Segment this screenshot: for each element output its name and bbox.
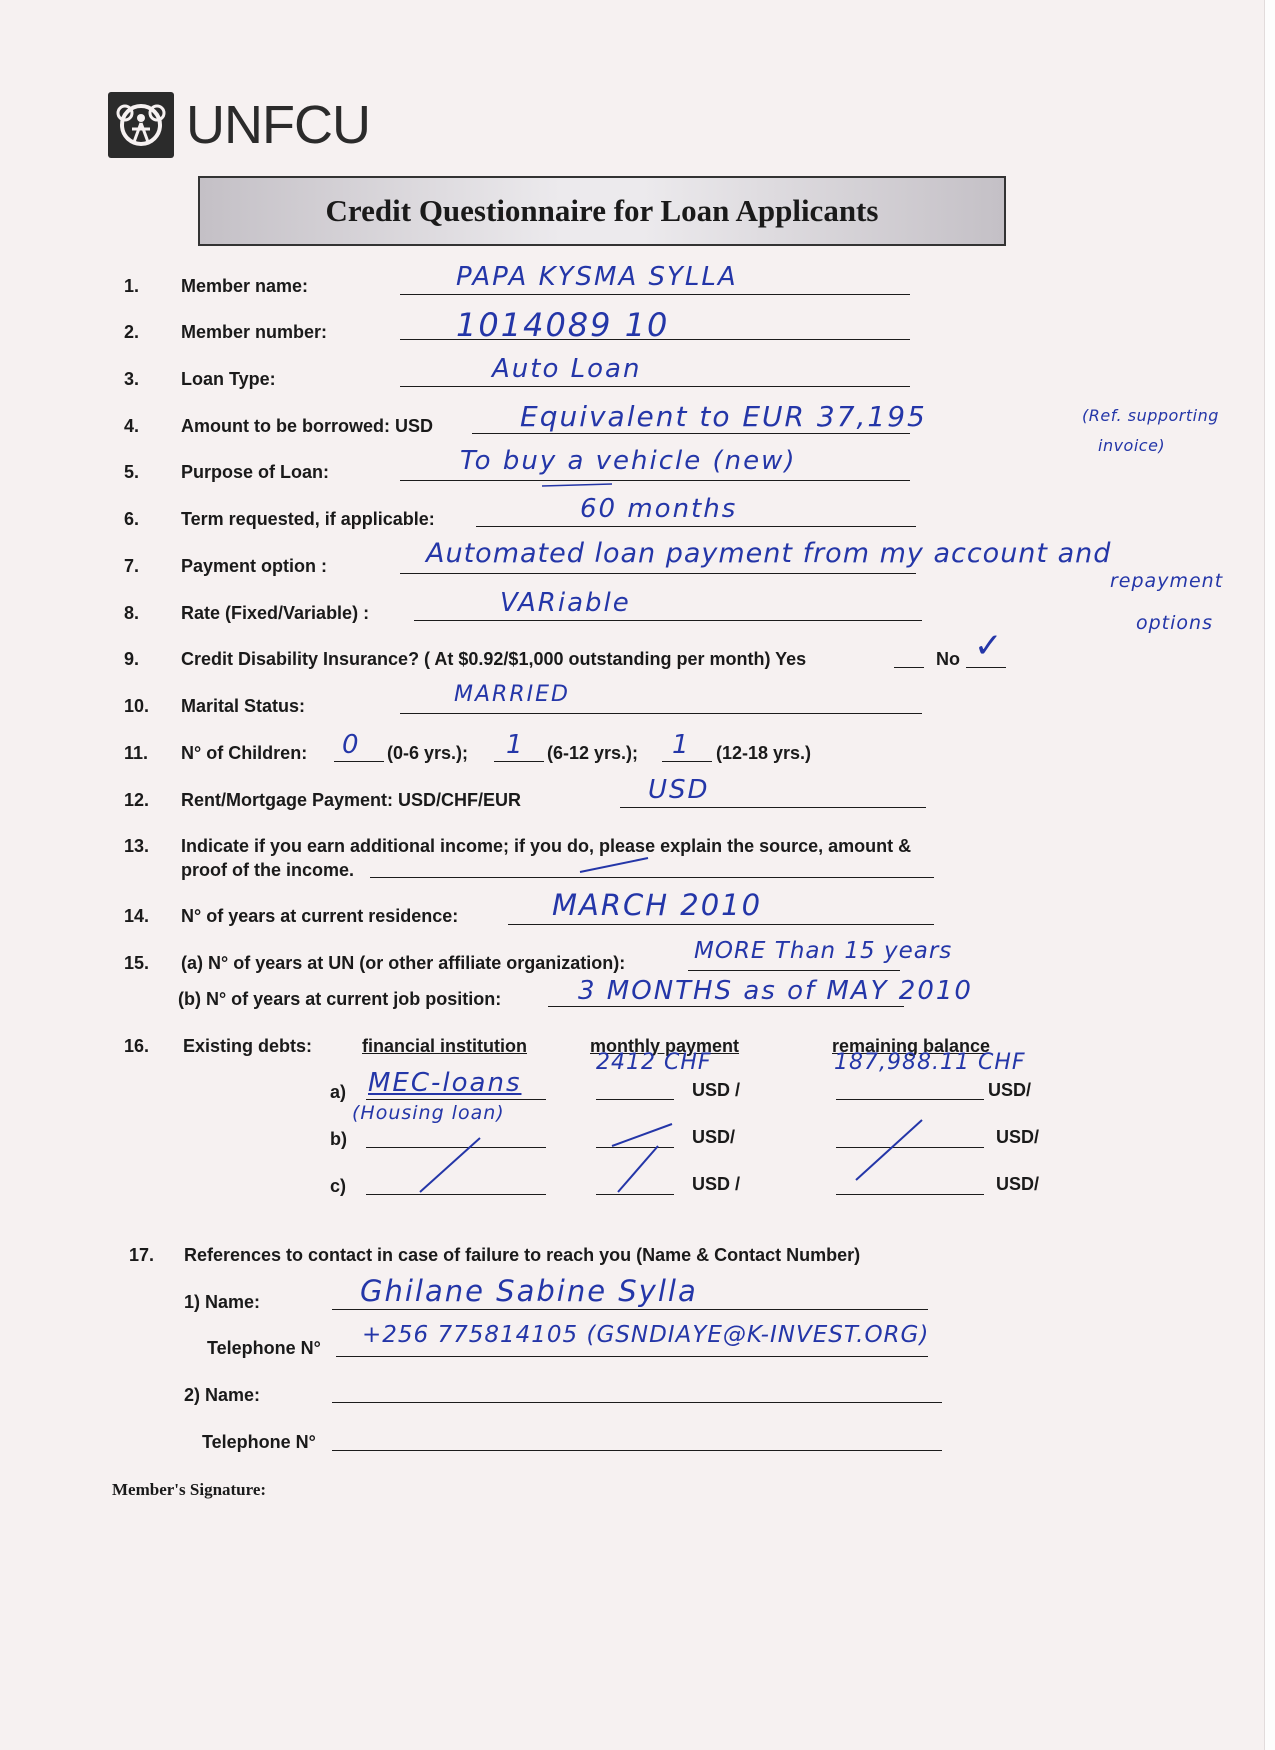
q16-row-a-monthly: 2412 CHF bbox=[596, 1050, 712, 1075]
q16-row-c-usd-balance: USD/ bbox=[996, 1174, 1040, 1194]
q16-row-b-monthly-slash-stroke bbox=[612, 1124, 672, 1146]
q17-name2-label: 2) Name: bbox=[184, 1385, 261, 1405]
q9-no-checkmark: ✓ bbox=[974, 626, 1005, 666]
q4-answer: Equivalent to EUR 37,195 bbox=[520, 400, 927, 433]
q6-answer: 60 months bbox=[580, 494, 738, 524]
q8-label: Rate (Fixed/Variable) : bbox=[181, 603, 370, 623]
q9-number: 9. bbox=[124, 649, 140, 669]
q11-c3-label: (12-18 yrs.) bbox=[716, 743, 812, 763]
q3-answer: Auto Loan bbox=[492, 354, 642, 384]
q17-number: 17. bbox=[129, 1245, 155, 1265]
q10-answer: MARRIED bbox=[454, 682, 570, 707]
q2-number: 2. bbox=[124, 322, 140, 342]
q5-underline-stroke bbox=[542, 484, 612, 486]
q13-label-line1: Indicate if you earn additional income; if you do, please explain the source, amount & bbox=[181, 836, 912, 856]
q6-label: Term requested, if applicable: bbox=[181, 509, 435, 529]
q5-number: 5. bbox=[124, 462, 140, 482]
q12-label: Rent/Mortgage Payment: USD/CHF/EUR bbox=[181, 790, 522, 810]
q11-c3-answer: 1 bbox=[672, 730, 691, 760]
q7-answer-cont2: options bbox=[1136, 612, 1213, 634]
q16-row-c-institution-slash-stroke bbox=[420, 1138, 480, 1192]
q17-name1: Ghilane Sabine Sylla bbox=[360, 1274, 698, 1308]
q7-answer: Automated loan payment from my account and bbox=[426, 538, 1112, 569]
q16-label: Existing debts: bbox=[183, 1036, 313, 1056]
q15-number: 15. bbox=[124, 953, 150, 973]
q11-c2-answer: 1 bbox=[506, 730, 525, 760]
q17-name1-label: 1) Name: bbox=[184, 1292, 261, 1312]
q17-tel2-label: Telephone N° bbox=[202, 1432, 316, 1452]
q17-tel1-label: Telephone N° bbox=[207, 1338, 321, 1358]
q16-number: 16. bbox=[124, 1036, 150, 1056]
q16-row-b-usd-balance: USD/ bbox=[996, 1127, 1040, 1147]
q14-answer: MARCH 2010 bbox=[552, 888, 763, 922]
q14-number: 14. bbox=[124, 906, 150, 926]
q1-number: 1. bbox=[124, 276, 140, 296]
q9-label: Credit Disability Insurance? ( At $0.92/$1,000 outstanding per month) Yes bbox=[181, 649, 807, 669]
q16-row-c-letter: c) bbox=[330, 1176, 347, 1196]
q11-number: 11. bbox=[124, 743, 149, 763]
q16-row-b-letter: b) bbox=[330, 1129, 347, 1149]
q16-row-a-usd-monthly: USD / bbox=[692, 1080, 741, 1100]
q10-number: 10. bbox=[124, 696, 150, 716]
q17-label: References to contact in case of failure to reach you (Name & Contact Number) bbox=[184, 1245, 861, 1265]
q7-answer-cont1: repayment bbox=[1110, 570, 1224, 592]
q12-number: 12. bbox=[124, 790, 150, 810]
q6-number: 6. bbox=[124, 509, 140, 529]
signature-label: Member's Signature: bbox=[112, 1480, 267, 1499]
q16-row-a-usd-balance: USD/ bbox=[988, 1080, 1032, 1100]
q5-answer: To buy a vehicle (new) bbox=[460, 446, 797, 476]
q7-number: 7. bbox=[124, 556, 140, 576]
q2-answer: 1014089 10 bbox=[456, 306, 670, 344]
q16-row-a-balance: 187,988.11 CHF bbox=[834, 1050, 1026, 1075]
q4-note-line2: invoice) bbox=[1098, 436, 1166, 455]
q4-note-line1: (Ref. supporting bbox=[1082, 406, 1219, 425]
q2-label: Member number: bbox=[181, 322, 328, 342]
q12-answer: USD bbox=[648, 775, 710, 805]
q16-col-balance: remaining balance bbox=[832, 1036, 991, 1056]
q16-row-b-usd-monthly: USD/ bbox=[692, 1127, 736, 1147]
q17-tel1: +256 775814105 (GSNDIAYE@K-INVEST.ORG) bbox=[362, 1322, 930, 1348]
q1-answer: PAPA KYSMA SYLLA bbox=[456, 262, 738, 292]
q11-label: N° of Children: bbox=[181, 743, 308, 763]
q3-number: 3. bbox=[124, 369, 140, 389]
q16-balance-slash-stroke bbox=[856, 1120, 922, 1180]
q16-row-a-letter: a) bbox=[330, 1082, 347, 1102]
q9-no-label: No bbox=[936, 649, 960, 669]
q15b-answer: 3 MONTHS as of MAY 2010 bbox=[578, 976, 973, 1006]
q1-label: Member name: bbox=[181, 276, 309, 296]
q4-label: Amount to be borrowed: USD bbox=[181, 416, 433, 436]
q16-row-c-usd-monthly: USD / bbox=[692, 1174, 741, 1194]
q16-row-a-institution: MEC-loans bbox=[368, 1068, 522, 1098]
q4-number: 4. bbox=[124, 416, 140, 436]
q14-label: N° of years at current residence: bbox=[181, 906, 459, 926]
q7-label: Payment option : bbox=[181, 556, 328, 576]
form-title: Credit Questionnaire for Loan Applicants bbox=[325, 193, 879, 228]
q16-row-c-monthly-slash-stroke bbox=[618, 1146, 658, 1192]
q3-label: Loan Type: bbox=[181, 369, 276, 389]
q10-label: Marital Status: bbox=[181, 696, 306, 716]
q5-label: Purpose of Loan: bbox=[181, 462, 329, 482]
q16-row-a-institution-note: (Housing loan) bbox=[352, 1102, 505, 1124]
q11-c2-label: (6-12 yrs.); bbox=[547, 743, 639, 763]
q13-label-line2: proof of the income. bbox=[181, 860, 354, 880]
q15b-label: (b) N° of years at current job position: bbox=[178, 989, 502, 1009]
unfcu-logo-text: UNFCU bbox=[186, 95, 370, 155]
q15a-label: (a) N° of years at UN (or other affiliate organization): bbox=[181, 953, 626, 973]
q11-c1-label: (0-6 yrs.); bbox=[387, 743, 469, 763]
q16-col-institution: financial institution bbox=[362, 1036, 527, 1056]
q8-answer: VARiable bbox=[500, 588, 631, 618]
q15a-answer: MORE Than 15 years bbox=[694, 938, 953, 964]
q16-col-monthly: monthly payment bbox=[590, 1036, 740, 1056]
q11-c1-answer: 0 bbox=[342, 730, 361, 760]
q13-number: 13. bbox=[124, 836, 150, 856]
q13-slash-stroke bbox=[580, 858, 648, 872]
q8-number: 8. bbox=[124, 603, 140, 623]
